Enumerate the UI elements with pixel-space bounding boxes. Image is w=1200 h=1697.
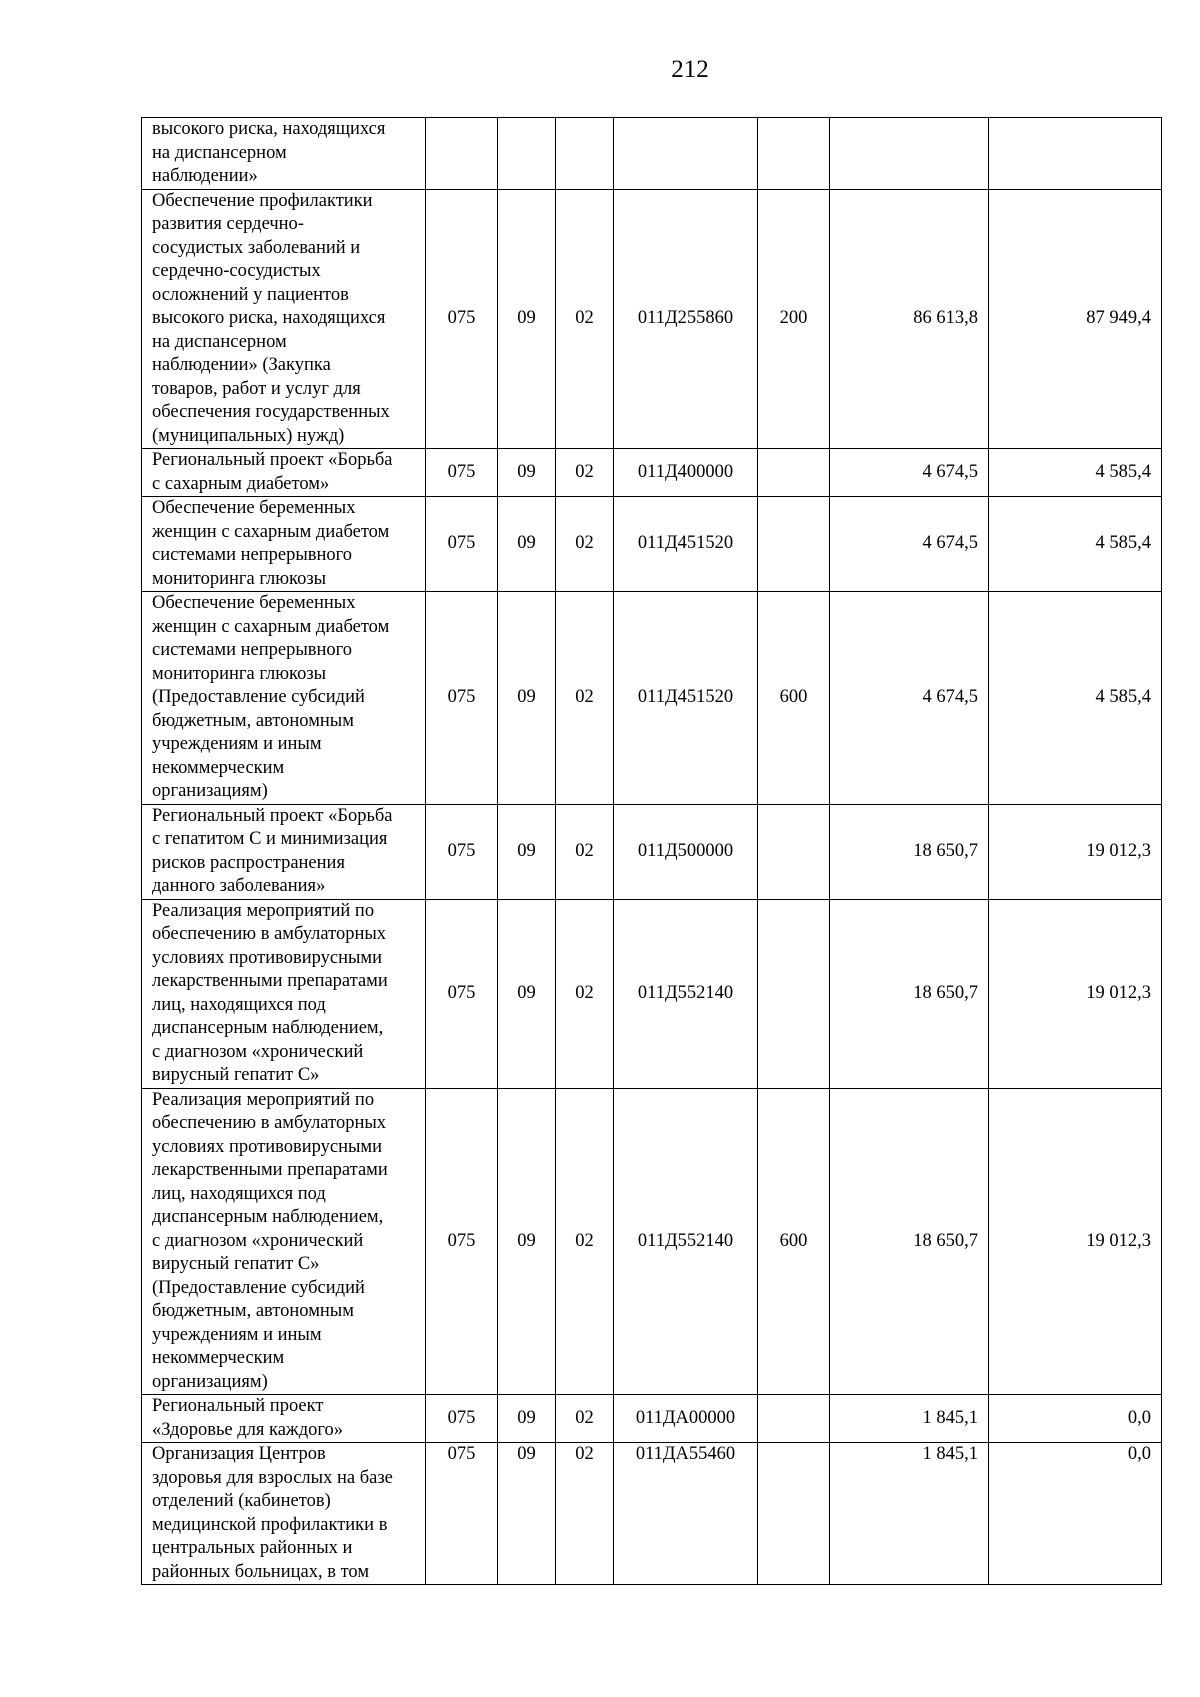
amount-year2-cell: 19 012,3 [989, 804, 1162, 899]
amount-year1-cell: 4 674,5 [830, 592, 989, 805]
amount-year1-cell: 1 845,1 [830, 1443, 989, 1585]
target-article-cell: 011Д451520 [614, 592, 758, 805]
row-name-cell: Обеспечение беременных женщин с сахарным диабетом системами непрерывного мониторинга глюкозы [142, 497, 426, 592]
amount-year2-cell: 87 949,4 [989, 189, 1162, 449]
subsection-code-cell: 02 [556, 189, 614, 449]
amount-year2-cell [989, 118, 1162, 190]
amount-year1-cell: 86 613,8 [830, 189, 989, 449]
section-code-cell: 09 [498, 449, 556, 497]
subsection-code-cell: 02 [556, 497, 614, 592]
target-article-cell: 011Д255860 [614, 189, 758, 449]
subsection-code-cell [556, 118, 614, 190]
section-code-cell [498, 118, 556, 190]
table-row [142, 1443, 1162, 1585]
target-article-cell: 011Д552140 [614, 1088, 758, 1395]
section-code-cell: 09 [498, 1395, 556, 1443]
ved-code-cell: 075 [426, 592, 498, 805]
ved-code-cell: 075 [426, 449, 498, 497]
expense-type-cell: 600 [758, 1088, 830, 1395]
table-row [142, 449, 1162, 497]
amount-year2-cell: 4 585,4 [989, 497, 1162, 592]
subsection-code-cell: 02 [556, 1443, 614, 1585]
section-code-cell: 09 [498, 1443, 556, 1585]
table-row [142, 592, 1162, 805]
subsection-code-cell: 02 [556, 449, 614, 497]
expense-type-cell: 200 [758, 189, 830, 449]
target-article-cell: 011Д500000 [614, 804, 758, 899]
target-article-cell: 011ДА55460 [614, 1443, 758, 1585]
expense-type-cell [758, 118, 830, 190]
table-row [142, 189, 1162, 449]
ved-code-cell: 075 [426, 189, 498, 449]
ved-code-cell: 075 [426, 497, 498, 592]
expense-type-cell [758, 497, 830, 592]
ved-code-cell: 075 [426, 899, 498, 1088]
amount-year2-cell: 4 585,4 [989, 592, 1162, 805]
section-code-cell: 09 [498, 189, 556, 449]
expense-type-cell [758, 804, 830, 899]
table-row [142, 1088, 1162, 1395]
ved-code-cell: 075 [426, 1443, 498, 1585]
table-row [142, 804, 1162, 899]
row-name-cell: Реализация мероприятий по обеспечению в амбулаторных условиях противовирусными лекарственными препаратами лиц, находящихся под диспансерным наблюдением, с диагнозом «хронический вирусный гепатит С» [142, 899, 426, 1088]
amount-year2-cell: 19 012,3 [989, 1088, 1162, 1395]
target-article-cell: 011Д400000 [614, 449, 758, 497]
amount-year1-cell: 4 674,5 [830, 449, 989, 497]
subsection-code-cell: 02 [556, 804, 614, 899]
target-article-cell: 011Д552140 [614, 899, 758, 1088]
target-article-cell: 011ДА00000 [614, 1395, 758, 1443]
row-name-cell: Организация Центров здоровья для взрослых на базе отделений (кабинетов) медицинской профилактики в центральных районных и районных больницах, в том [142, 1443, 426, 1585]
section-code-cell: 09 [498, 592, 556, 805]
row-name-cell: Обеспечение беременных женщин с сахарным диабетом системами непрерывного мониторинга глюкозы (Предоставление субсидий бюджетным, автономным учреждениям и иным некоммерческим организациям) [142, 592, 426, 805]
ved-code-cell: 075 [426, 1088, 498, 1395]
ved-code-cell [426, 118, 498, 190]
ved-code-cell: 075 [426, 1395, 498, 1443]
amount-year2-cell: 0,0 [989, 1395, 1162, 1443]
row-name-cell: высокого риска, находящихся на диспансерном наблюдении» [142, 118, 426, 190]
section-code-cell: 09 [498, 899, 556, 1088]
subsection-code-cell: 02 [556, 1088, 614, 1395]
amount-year1-cell: 18 650,7 [830, 1088, 989, 1395]
target-article-cell: 011Д451520 [614, 497, 758, 592]
section-code-cell: 09 [498, 497, 556, 592]
amount-year1-cell: 4 674,5 [830, 497, 989, 592]
expense-type-cell [758, 899, 830, 1088]
row-name-cell: Обеспечение профилактики развития сердечно- сосудистых заболеваний и сердечно-сосудистых осложнений у пациентов высокого риска, находящихся на диспансерном наблюдении» (Закупка товаров, работ и услуг для обеспечения государственных (муниципальных) нужд) [142, 189, 426, 449]
table-body [142, 118, 1162, 1585]
row-name-cell: Региональный проект «Борьба с гепатитом С и минимизация рисков распространения данного заболевания» [142, 804, 426, 899]
amount-year1-cell [830, 118, 989, 190]
amount-year2-cell: 19 012,3 [989, 899, 1162, 1088]
subsection-code-cell: 02 [556, 592, 614, 805]
target-article-cell [614, 118, 758, 190]
expense-type-cell [758, 1395, 830, 1443]
expense-type-cell: 600 [758, 592, 830, 805]
amount-year1-cell: 18 650,7 [830, 804, 989, 899]
row-name-cell: Региональный проект «Здоровье для каждого» [142, 1395, 426, 1443]
amount-year2-cell: 0,0 [989, 1443, 1162, 1585]
row-name-cell: Региональный проект «Борьба с сахарным диабетом» [142, 449, 426, 497]
amount-year2-cell: 4 585,4 [989, 449, 1162, 497]
table-row [142, 497, 1162, 592]
expense-type-cell [758, 1443, 830, 1585]
table-row [142, 118, 1162, 190]
row-name-cell: Реализация мероприятий по обеспечению в амбулаторных условиях противовирусными лекарственными препаратами лиц, находящихся под диспансерным наблюдением, с диагнозом «хронический вирусный гепатит С» (Предоставление субсидий бюджетным, автономным учреждениям и иным некоммерческим организациям) [142, 1088, 426, 1395]
section-code-cell: 09 [498, 804, 556, 899]
table-row [142, 899, 1162, 1088]
page-number: 212 [671, 56, 709, 83]
subsection-code-cell: 02 [556, 899, 614, 1088]
ved-code-cell: 075 [426, 804, 498, 899]
subsection-code-cell: 02 [556, 1395, 614, 1443]
budget-table [141, 117, 1162, 1585]
expense-type-cell [758, 449, 830, 497]
amount-year1-cell: 1 845,1 [830, 1395, 989, 1443]
amount-year1-cell: 18 650,7 [830, 899, 989, 1088]
section-code-cell: 09 [498, 1088, 556, 1395]
table-row [142, 1395, 1162, 1443]
